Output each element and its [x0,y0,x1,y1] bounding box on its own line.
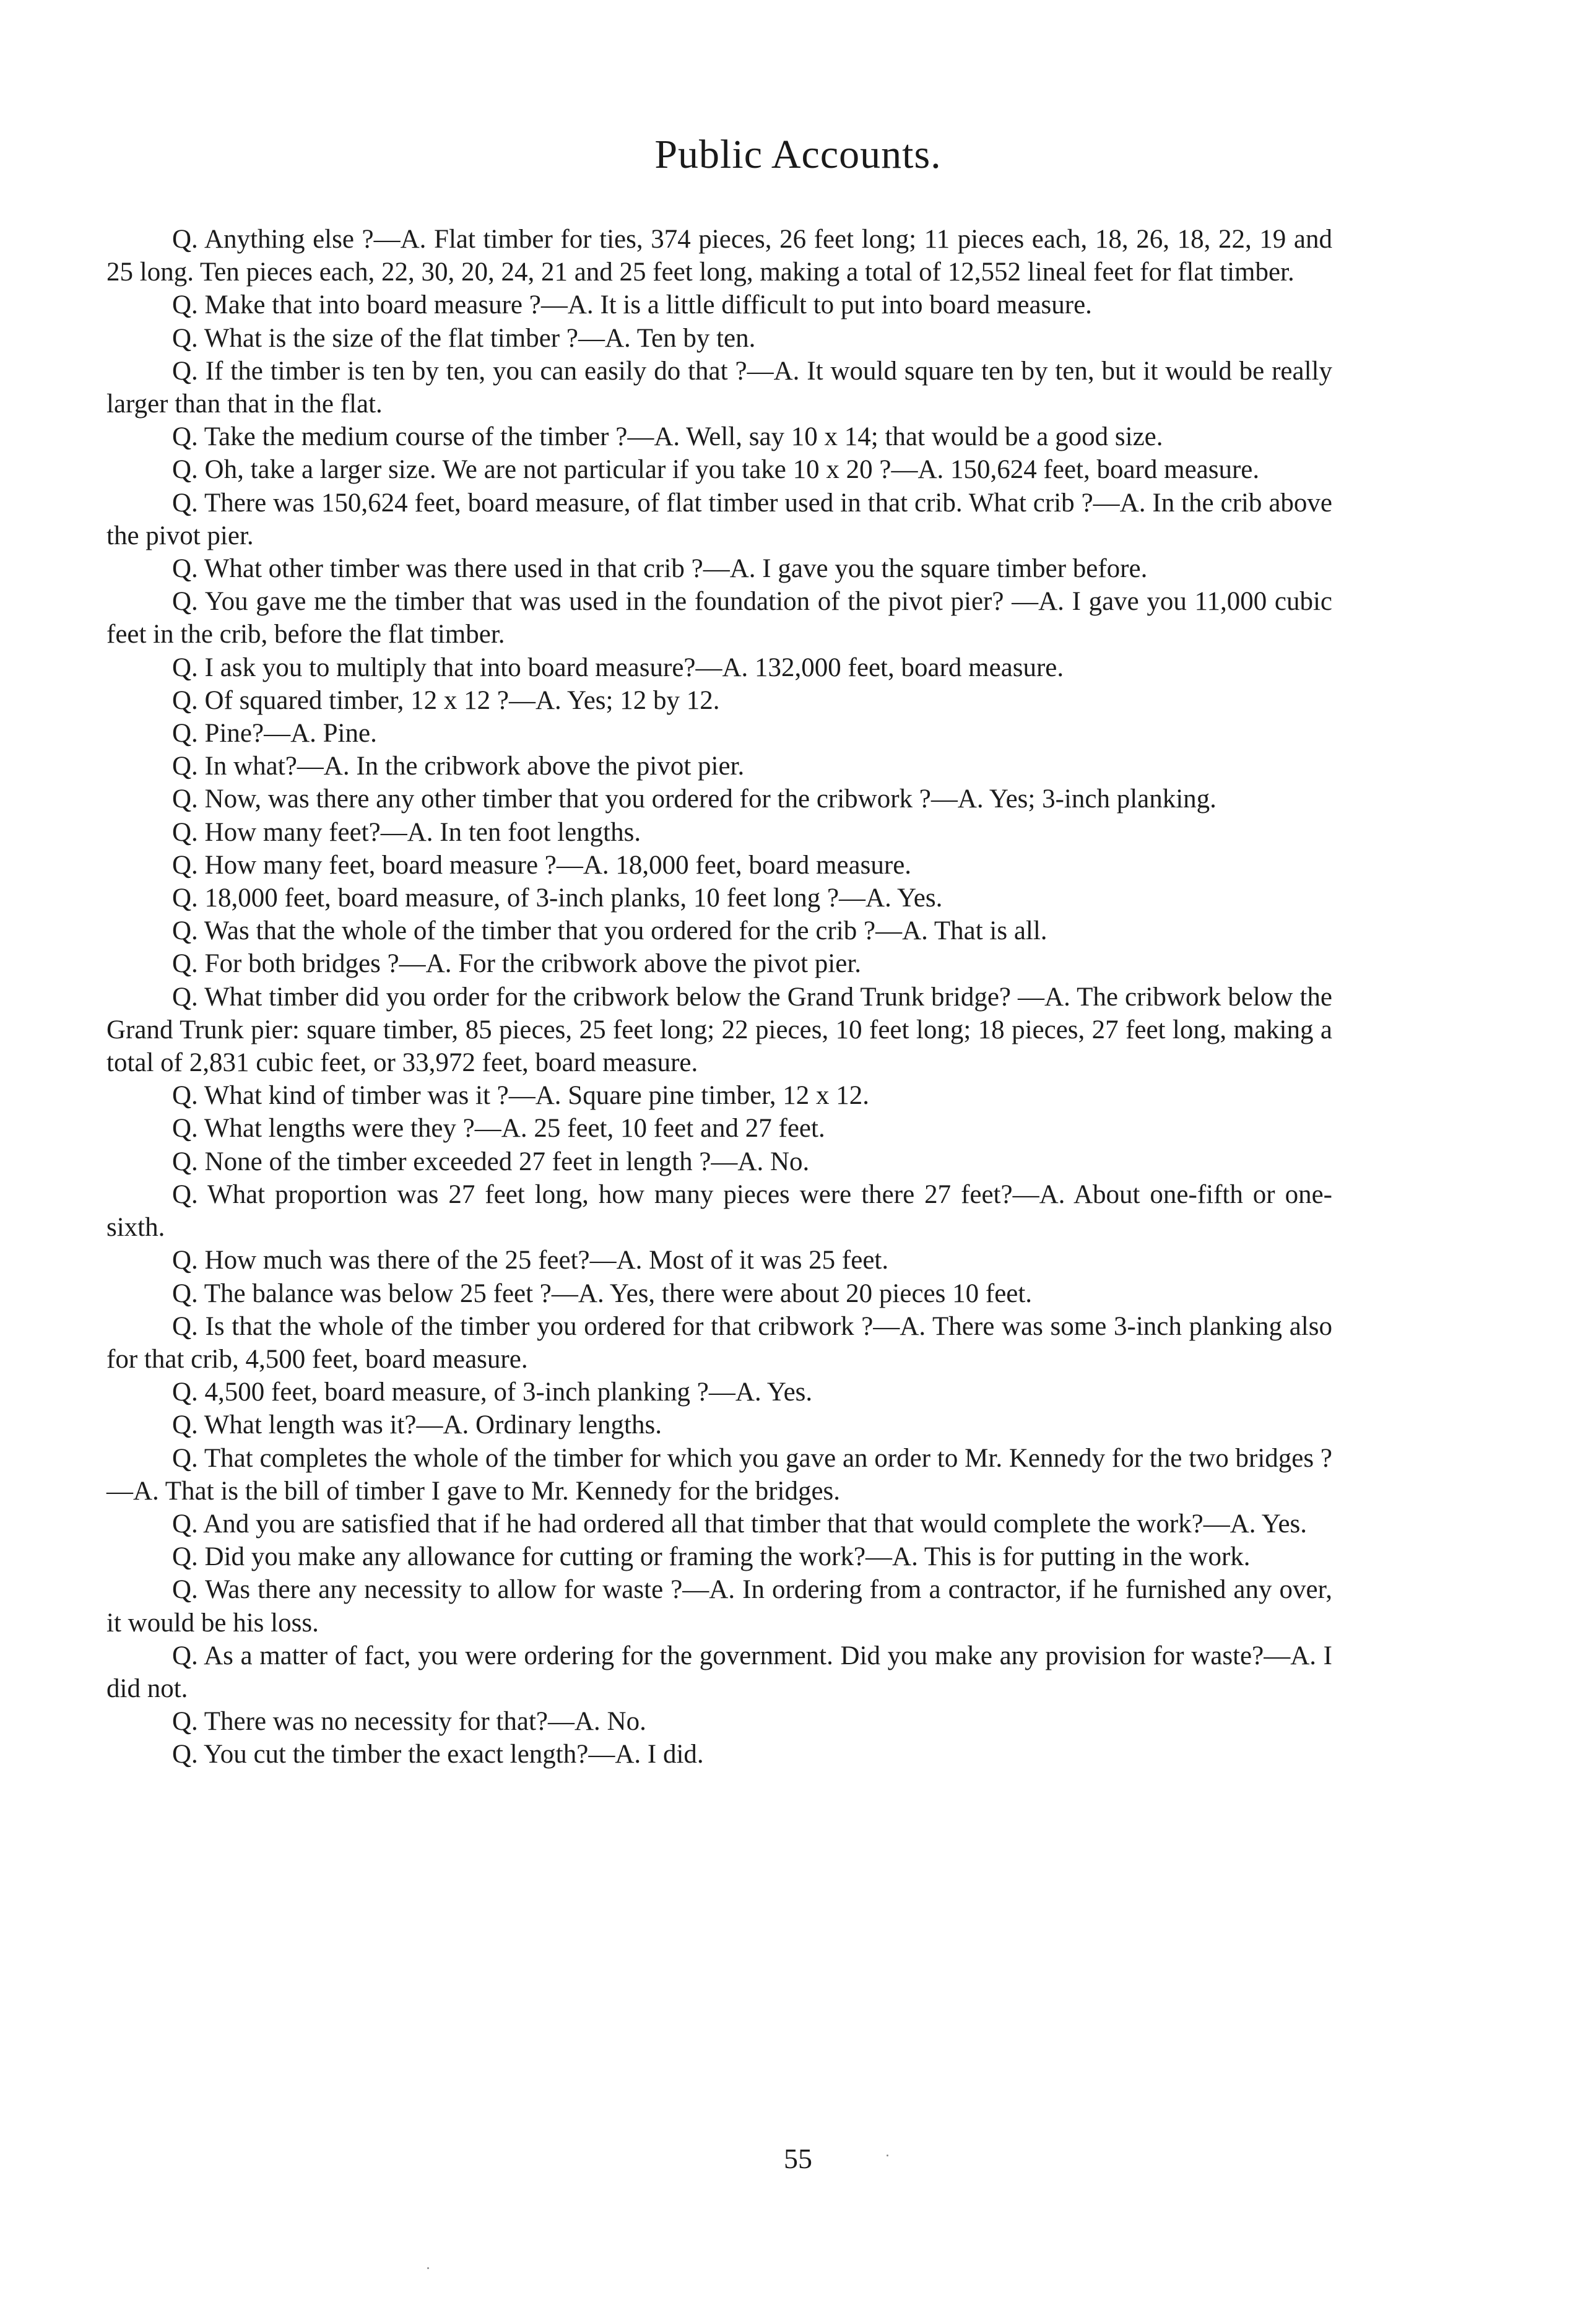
testimony-paragraph: Q. In what?—A. In the cribwork above the pivot pier. [172,752,745,781]
testimony-paragraph: Q. You cut the timber the exact length?—A. I did. [172,1740,704,1769]
testimony-paragraph: Q. You gave me the timber that was used in the foundation of the pivot pier? —A. I gave you 11,000 cubic feet in the crib, before the flat timber. [106,587,1332,649]
print-speck [887,2155,888,2156]
testimony-paragraph: Q. For both bridges ?—A. For the cribwork above the pivot pier. [172,949,862,979]
testimony-paragraph: Q. That completes the whole of the timber for which you gave an order to Mr. Kennedy for the two bridges ?—A. That is the bill of timber I gave to Mr. Kennedy for the bridges. [106,1443,1332,1506]
testimony-paragraph: Q. 4,500 feet, board measure, of 3-inch planking ?—A. Yes. [172,1378,813,1407]
testimony-paragraph: Q. And you are satisfied that if he had ordered all that timber that that would complete the work?—A. Yes. [172,1509,1308,1539]
testimony-paragraph: Q. There was no necessity for that?—A. No. [172,1707,646,1737]
testimony-paragraph: Q. How many feet?—A. In ten foot lengths. [172,817,641,847]
testimony-body [106,223,1332,1771]
testimony-paragraph: Q. Take the medium course of the timber ?—A. Well, say 10 x 14; that would be a good size. [172,422,1163,452]
testimony-paragraph: Q. What kind of timber was it ?—A. Square pine timber, 12 x 12. [172,1081,870,1111]
running-head-title: Public Accounts. [654,132,942,177]
testimony-paragraph: Q. 18,000 feet, board measure, of 3-inch planks, 10 feet long ?—A. Yes. [172,883,943,913]
testimony-paragraph: Q. Oh, take a larger size. We are not particular if you take 10 x 20 ?—A. 150,624 feet, board measure. [172,455,1260,485]
testimony-paragraph: Q. Now, was there any other timber that you ordered for the cribwork ?—A. Yes; 3-inch planking. [172,784,1217,814]
testimony-paragraph: Q. Was there any necessity to allow for waste ?—A. In ordering from a contractor, if he furnished any over, it would be his loss. [106,1575,1332,1638]
testimony-paragraph: Q. Is that the whole of the timber you ordered for that cribwork ?—A. There was some 3-inch planking also for that crib, 4,500 feet, board measure. [106,1311,1332,1374]
print-speck [427,2267,429,2269]
testimony-paragraph: Q. What lengths were they ?—A. 25 feet, 10 feet and 27 feet. [172,1114,825,1144]
testimony-paragraph: Q. What timber did you order for the cribwork below the Grand Trunk bridge? —A. The cribwork below the Grand Trunk pier: square timber, 85 pieces, 25 feet long; 22 pieces, 10 feet long; 18 pieces, 27 feet long, making a total of 2,831 cubic feet, or 33,972 feet, board measure. [106,982,1332,1078]
page-number: 55 [784,2143,812,2174]
testimony-paragraph: Q. What length was it?—A. Ordinary lengths. [172,1410,662,1440]
testimony-paragraph: Q. What other timber was there used in that crib ?—A. I gave you the square timber before. [172,554,1148,584]
testimony-paragraph: Q. Pine?—A. Pine. [172,719,377,749]
testimony-paragraph: Q. Was that the whole of the timber that you ordered for the crib ?—A. That is all. [172,916,1047,946]
testimony-paragraph: Q. If the timber is ten by ten, you can easily do that ?—A. It would square ten by ten, but it would be really larger than that in the flat. [106,356,1332,419]
testimony-paragraph: Q. Anything else ?—A. Flat timber for ties, 374 pieces, 26 feet long; 11 pieces each, 18, 26, 18, 22, 19 and 25 long. Ten pieces each, 22, 30, 20, 24, 21 and 25 feet long, making a total of 12,552 lineal feet for flat timber. [106,225,1332,287]
testimony-paragraph: Q. Of squared timber, 12 x 12 ?—A. Yes; 12 by 12. [172,685,720,715]
testimony-paragraph: Q. As a matter of fact, you were ordering for the government. Did you make any provision for waste?—A. I did not. [106,1641,1332,1703]
testimony-paragraph: Q. The balance was below 25 feet ?—A. Yes, there were about 20 pieces 10 feet. [172,1278,1033,1308]
testimony-paragraph: Q. What is the size of the flat timber ?—A. Ten by ten. [172,323,756,353]
testimony-paragraph: Q. There was 150,624 feet, board measure, of flat timber used in that crib. What crib ?—A. In the crib above the pivot pier. [106,488,1332,550]
testimony-paragraph: Q. How much was there of the 25 feet?—A. Most of it was 25 feet. [172,1246,889,1275]
testimony-paragraph: Q. None of the timber exceeded 27 feet in length ?—A. No. [172,1147,810,1176]
testimony-paragraph: Q. I ask you to multiply that into board measure?—A. 132,000 feet, board measure. [172,653,1064,682]
testimony-paragraph: Q. What proportion was 27 feet long, how many pieces were there 27 feet?—A. About one-fifth or one-sixth. [106,1179,1332,1243]
testimony-paragraph: Q. Did you make any allowance for cutting or framing the work?—A. This is for putting in the work. [172,1542,1251,1572]
testimony-paragraph: Q. Make that into board measure ?—A. It is a little difficult to put into board measure. [172,290,1092,320]
testimony-paragraph: Q. How many feet, board measure ?—A. 18,000 feet, board measure. [172,850,912,880]
